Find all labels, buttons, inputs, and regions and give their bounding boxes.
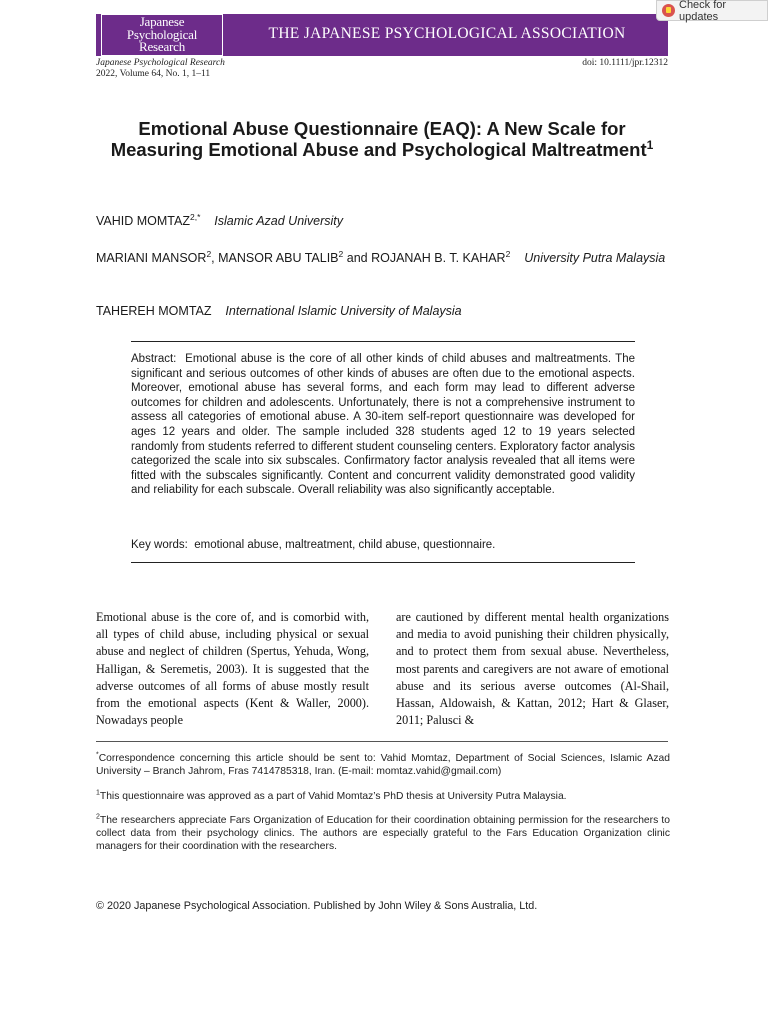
- footnote-divider: [96, 741, 668, 742]
- body-column-left: Emotional abuse is the core of, and is comorbid with, all types of child abuse, including physical or sexual abuse and neglect of children (Spertus, Yehuda, Wong, Halligan, & Seremetis, 2003). It is suggested that the adverse outcomes of all forms of abuse mostly result from the emotional aspects (Kent & Waller, 2000). Nowadays people: [96, 610, 369, 728]
- journal-name: Japanese Psychological Research: [96, 58, 225, 68]
- footnote-2: [96, 814, 670, 854]
- doi[interactable]: doi: 10.1111/jpr.12312: [582, 58, 668, 68]
- footnote-text: This questionnaire was approved as a part of Vahid Momtaz’s PhD thesis at University Putra Malaysia.: [99, 791, 567, 802]
- author-sup: 2: [505, 248, 511, 259]
- author-affiliation: International Islamic University of Malaysia: [225, 304, 462, 318]
- author-line-3: [96, 303, 670, 319]
- title-footnote-mark: 1: [646, 137, 654, 152]
- keywords-label: Key words:: [131, 539, 188, 551]
- article-title: [96, 118, 668, 160]
- logo-line-1: Japanese: [139, 14, 185, 29]
- author-name: , MANSOR ABU TALIB: [211, 251, 339, 265]
- author-sup: 2: [206, 248, 212, 259]
- copyright-notice: © 2020 Japanese Psychological Association. Published by John Wiley & Sons Australia, Ltd.: [96, 900, 538, 912]
- keywords: [131, 538, 635, 553]
- bookmark-update-icon: [662, 4, 675, 17]
- author-sup: 2,*: [189, 211, 201, 222]
- footnote-mark: 2: [96, 813, 100, 821]
- logo-line-2: Psychological: [126, 26, 198, 42]
- abstract: [131, 352, 635, 498]
- author-name: TAHEREH MOMTAZ: [96, 304, 212, 318]
- abstract-text: Emotional abuse is the core of all other kinds of child abuses and maltreatments. The significant and serious outcomes of other kinds of abuses are often due to the emotional aspects. Moreover, emotional abuse has several forms, and each form may lead to different adverse outcomes for children and adolescents. Unfortunately, there is not a comprehensive instrument to assess all categories of emotional abuse. A 30-item self-report questionnaire was developed for ages 12 years and older. The sample included 328 students aged 12 to 19 years selected randomly from students referred to different student counseling centers. Exploratory factor analysis categorized the scale into six subscales. Confirmatory factor analysis revealed that all items were fitted with the subscales significantly. Content and concurrent validity demonstrated good validity and reliability for each subscale. Overall reliability was also significantly acceptable.: [131, 353, 636, 497]
- author-line-1: [96, 213, 670, 229]
- journal-volume: 2022, Volume 64, No. 1, 1–11: [96, 69, 211, 79]
- author-affiliation: University Putra Malaysia: [524, 251, 666, 265]
- logo-line-3: Research: [138, 39, 186, 54]
- article-title-text: Emotional Abuse Questionnaire (EAQ): A New Scale for Measuring Emotional Abuse and Psychological Maltreatment: [110, 118, 647, 160]
- author-affiliation: Islamic Azad University: [214, 214, 344, 228]
- footnote-mark: 1: [96, 789, 100, 797]
- author-sup: 2: [338, 248, 344, 259]
- abstract-bottom-rule: [131, 562, 635, 563]
- association-name: THE JAPANESE PSYCHOLOGICAL ASSOCIATION: [268, 25, 626, 42]
- author-name: VAHID MOMTAZ: [96, 214, 190, 228]
- footnote-1: [96, 790, 670, 803]
- abstract-label: Abstract:: [131, 353, 177, 365]
- journal-logo: [101, 14, 223, 56]
- footnote-correspondence: [96, 752, 670, 778]
- footnote-text: Correspondence concerning this article should be sent to: Vahid Momtaz, Department of Social Sciences, Islamic Azad University – Branch Jahrom, Fras 7414785318, Iran. (E-mail: momtaz.vahid@gmail.com): [96, 753, 670, 778]
- abstract-top-rule: [131, 341, 635, 342]
- footnote-mark: *: [96, 751, 99, 759]
- author-name: MARIANI MANSOR: [96, 251, 207, 265]
- check-for-updates-button[interactable]: [656, 0, 768, 21]
- author-line-2: [96, 250, 670, 266]
- footnote-text: The researchers appreciate Fars Organization of Education for their coordination obtaining permission for the researchers to collect data from their psychology clinics. The authors are especially grateful to the Fars Education Organization clinic managers for their coordination with the researchers.: [96, 815, 670, 853]
- author-name: and ROJANAH B. T. KAHAR: [343, 251, 506, 265]
- check-for-updates-label: Check for updates: [679, 0, 727, 23]
- keywords-text: emotional abuse, maltreatment, child abuse, questionnaire.: [194, 539, 496, 551]
- body-column-right: are cautioned by different mental health organizations and media to avoid punishing their children physically, and to protect them from sexual abuse. Nevertheless, most parents and caregivers are not aware of emotional abuse and its serious averse outcomes (Al-Shail, Hassan, Aldowaish, & Kattan, 2012; Hart & Glaser, 2011; Palusci &: [396, 610, 669, 728]
